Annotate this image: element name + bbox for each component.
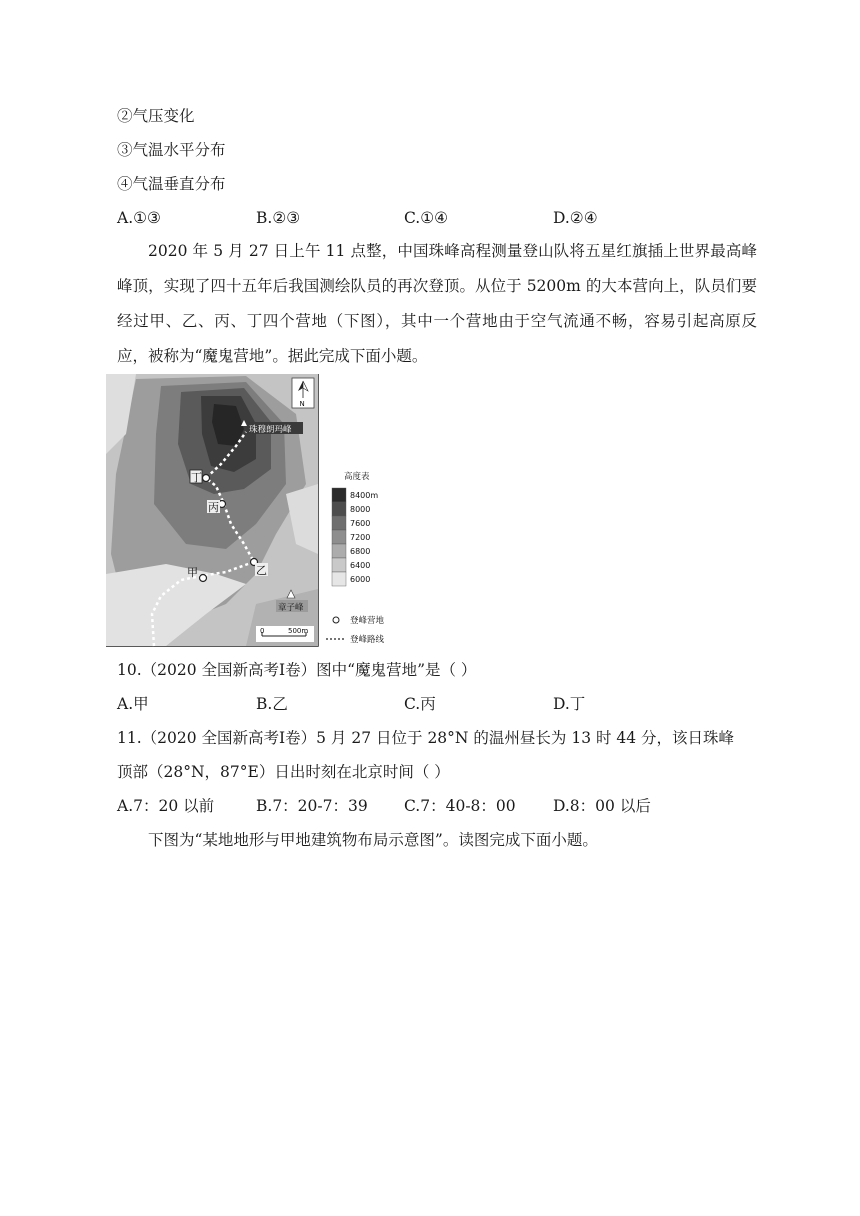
camp-jia-label: 甲 <box>187 566 198 579</box>
scale-max: 500m <box>288 627 309 635</box>
peak-main-label: 珠穆朗玛峰 <box>249 425 292 435</box>
q11-option-c: C.7：40-8：00 <box>404 797 516 815</box>
legend-level-label: 6000 <box>350 575 371 584</box>
q11-stem-line1: 11.（2020 全国新高考Ⅰ卷）5 月 27 日位于 28°N 的温州昼长为 13 时 44 分，该日珠峰 <box>117 729 735 747</box>
legend-swatch <box>332 488 346 502</box>
q10-option-b: B.乙 <box>256 695 288 713</box>
legend-swatch <box>332 516 346 530</box>
legend-level-label: 6400 <box>350 561 371 570</box>
legend-level-label: 7600 <box>350 519 371 528</box>
camp-ding-marker <box>203 475 210 482</box>
camp-bing-label: 丙 <box>208 501 219 514</box>
q9-option-d: D.②④ <box>553 209 598 227</box>
topographic-map <box>106 374 418 648</box>
camp-yi-label: 乙 <box>256 564 267 577</box>
legend-level-label: 7200 <box>350 533 371 542</box>
option-item-4: ④气温垂直分布 <box>117 175 226 193</box>
legend-camp-label: 登峰营地 <box>350 616 385 626</box>
legend-swatch <box>332 544 346 558</box>
legend-swatch <box>332 502 346 516</box>
scale-zero: 0 <box>260 627 265 635</box>
q10-option-c: C.丙 <box>404 695 436 713</box>
legend-route-label: 登峰路线 <box>350 635 385 645</box>
north-arrow-label: N <box>299 400 305 408</box>
q11-stem-line2: 顶部（28°N，87°E）日出时刻在北京时间（ ） <box>117 763 450 781</box>
legend-level-label: 6800 <box>350 547 371 556</box>
q10-stem: 10.（2020 全国新高考Ⅰ卷）图中“魔鬼营地”是（ ） <box>117 661 477 679</box>
legend-camp-symbol <box>333 617 339 623</box>
elevation-legend <box>326 471 385 645</box>
q11-option-d: D.8：00 以后 <box>553 797 651 815</box>
q9-option-a: A.①③ <box>117 209 161 227</box>
q9-option-c: C.①④ <box>404 209 449 227</box>
q9-option-b: B.②③ <box>256 209 301 227</box>
legend-level-label: 8000 <box>350 505 371 514</box>
q11-option-a: A.7：20 以前 <box>117 797 215 815</box>
peak-other-label: 章子峰 <box>278 603 304 613</box>
camp-ding-label: 丁 <box>191 471 202 484</box>
next-section-intro: 下图为“某地地形与甲地建筑物布局示意图”。读图完成下面小题。 <box>148 831 598 849</box>
legend-level-label: 8400m <box>350 491 379 500</box>
legend-swatch <box>332 572 346 586</box>
camp-jia-marker <box>200 575 207 582</box>
option-item-3: ③气温水平分布 <box>117 141 226 159</box>
legend-swatch <box>332 558 346 572</box>
legend-swatch <box>332 530 346 544</box>
option-item-2: ②气压变化 <box>117 107 195 125</box>
q11-option-b: B.7：20-7：39 <box>256 797 368 815</box>
q10-option-d: D.丁 <box>553 695 586 713</box>
q10-option-a: A.甲 <box>117 695 149 713</box>
legend-title: 高度表 <box>344 472 370 482</box>
passage: 2020 年 5 月 27 日上午 11 点整，中国珠峰高程测量登山队将五星红旗插上世界最高峰峰顶，实现了四十五年后我国测绘队员的再次登顶。从位于 5200m 的大本营向上，队员们要经过甲、乙、丙、丁四个营地（下图），其中一个营地由于空气流通不畅，容易引起高原反应，被称为“魔鬼营地”。据此完成下面小题。 <box>117 242 757 365</box>
